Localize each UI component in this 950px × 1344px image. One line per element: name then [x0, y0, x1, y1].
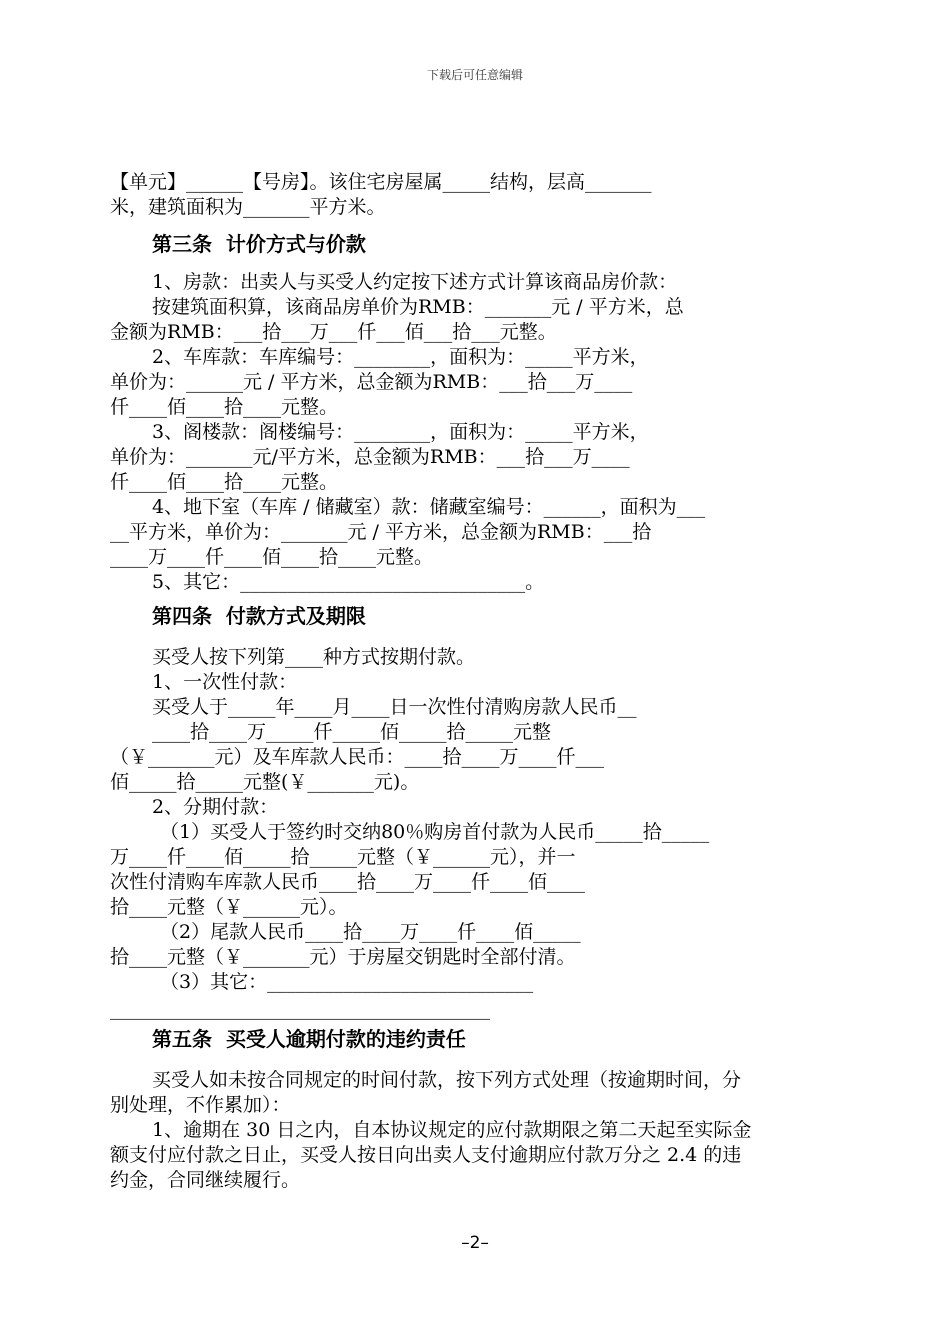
text-line: ____万____仟____佰____拾____元整。	[110, 546, 434, 568]
text-line: ____拾____万_____仟_____佰_____拾_____元整	[152, 721, 552, 743]
text-line: 单价为：_______元/平方米，总金额为RMB：___拾___万____	[110, 446, 630, 468]
text-line: （1）买受人于签约时交纳80％购房首付款为人民币_____拾_____	[160, 821, 710, 843]
text-line: 仟____佰____拾____元整。	[110, 396, 339, 418]
text-line: （￥_______元）及车库款人民币：____拾____万____仟___	[110, 746, 605, 768]
text-line: 金额为RMB：___拾___万___仟___佰___拾___元整。	[110, 321, 557, 343]
text-line: __平方米，单价为：_______元 / 平方米，总金额为RMB：___拾	[110, 521, 652, 543]
text-line: 1、房款：出卖人与买受人约定按下述方式计算该商品房价款：	[152, 271, 678, 293]
text-line: 次性付清购车库款人民币____拾____万____仟____佰____	[110, 871, 586, 893]
text-line: 1、一次性付款：	[152, 671, 298, 693]
text-line: （3）其它：____________________________	[160, 971, 534, 993]
text-line: 额支付应付款之日止，买受人按日向出卖人支付逾期应付款万分之 2.4 的违	[110, 1144, 742, 1166]
text-line: 5、其它：______________________________。	[152, 571, 545, 593]
section-heading: 第四条 付款方式及期限	[152, 604, 366, 628]
text-line: 2、分期付款：	[152, 796, 279, 818]
text-line: 2、车库款：车库编号：________，面积为：_____平方米，	[152, 346, 649, 368]
text-line: 佰_____拾_____元整(￥_______元)。	[110, 771, 420, 793]
text-line: 按建筑面积算，该商品房单价为RMB：_______元 / 平方米，总	[152, 296, 684, 318]
text-line: 1、逾期在 30 日之内，自本协议规定的应付款期限之第二天起至实际金	[152, 1119, 752, 1141]
text-line: 米，建筑面积为_______平方米。	[110, 196, 386, 218]
page-number: –2–	[461, 1233, 489, 1253]
text-line: 3、阁楼款：阁楼编号：________，面积为：_____平方米，	[152, 421, 649, 443]
text-line: 万____仟____佰_____拾_____元整（￥______元），并一	[110, 846, 576, 868]
text-line: 买受人如未按合同规定的时间付款，按下列方式处理（按逾期时间，分	[152, 1069, 742, 1091]
text-line: 约金，合同继续履行。	[110, 1169, 301, 1191]
text-line: 拾____元整（￥_______元）于房屋交钥匙时全部付清。	[110, 946, 576, 968]
section-heading: 第三条 计价方式与价款	[152, 232, 366, 256]
section-heading: 第五条 买受人逾期付款的违约责任	[152, 1027, 466, 1051]
text-line: 4、地下室（车库 / 储藏室）款：储藏室编号：______，面积为___	[152, 496, 706, 518]
text-line: ________________________________________	[110, 998, 490, 1020]
text-line: 别处理，不作累加）：	[110, 1094, 291, 1116]
text-line: 单价为：______元 / 平方米，总金额为RMB：___拾___万____	[110, 371, 633, 393]
text-line: 拾____元整（￥______元）。	[110, 896, 348, 918]
text-line: 【单元】______【号房】。该住宅房屋属_____结构，层高_______	[110, 171, 652, 193]
text-line: 买受人于_____年____月____日一次性付清购房款人民币__	[152, 696, 637, 718]
text-line: （2）尾款人民币____拾____万____仟____佰_____	[160, 921, 581, 943]
page-header: 下载后可任意编辑	[426, 68, 523, 82]
text-line: 仟____佰____拾____元整。	[110, 471, 339, 493]
text-line: 买受人按下列第____种方式按期付款。	[152, 646, 476, 668]
